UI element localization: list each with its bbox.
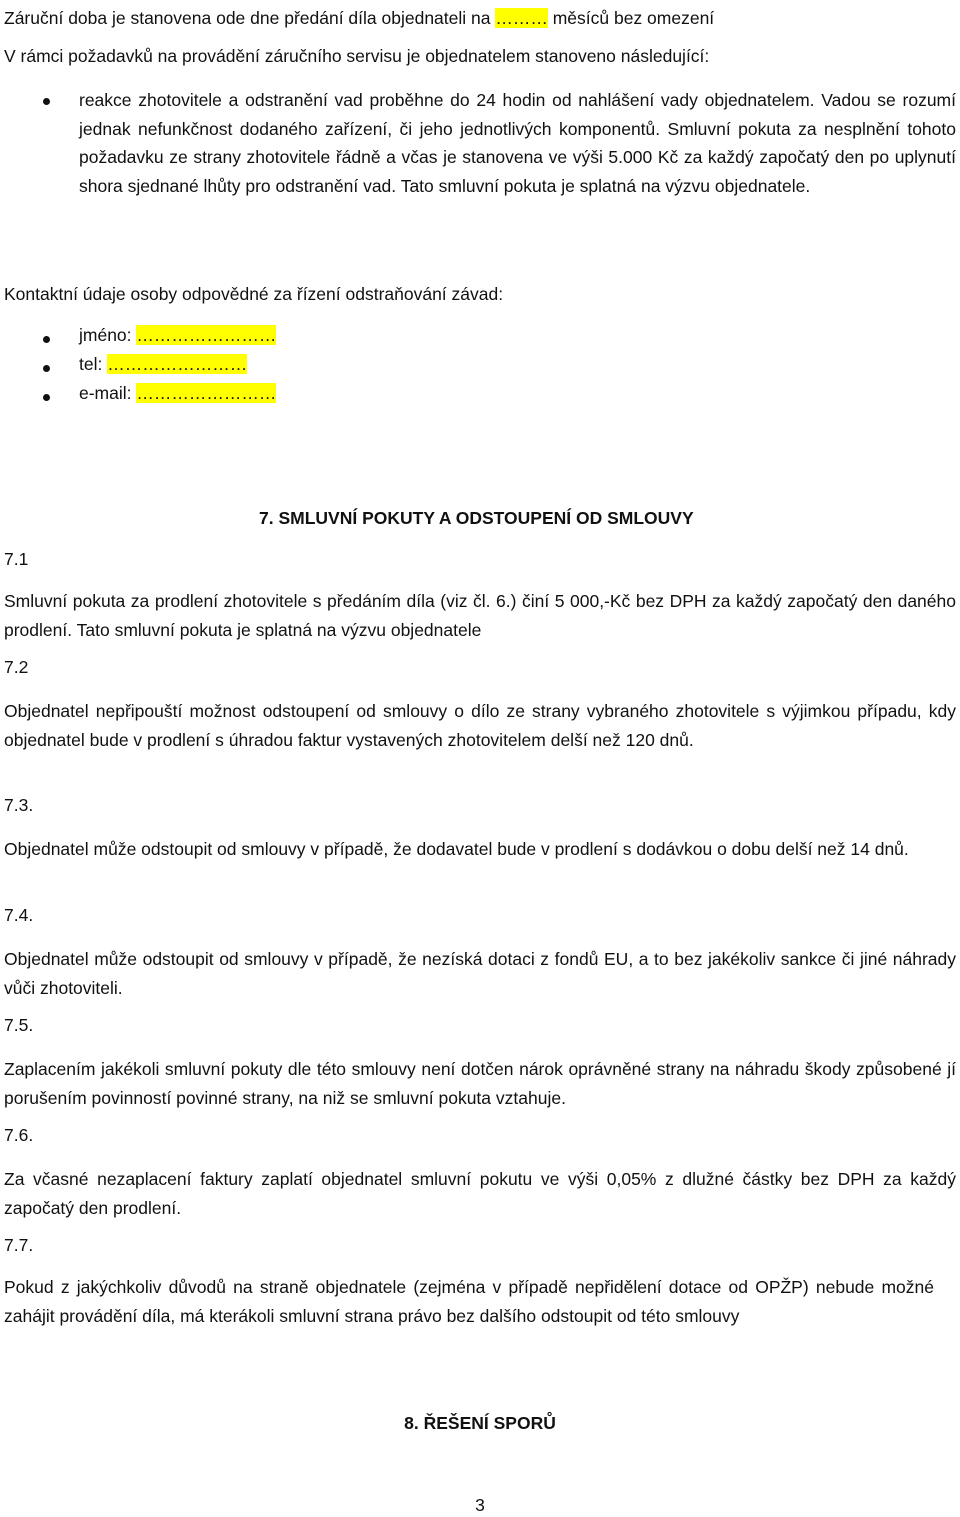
clause-number: 7.7. [4,1235,34,1255]
clause-number: 7.3. [4,795,34,815]
clause-number: 7.4. [4,905,34,925]
bullet-icon [43,394,50,401]
clause-number: 7.1 [4,549,29,569]
bullet-icon [43,98,50,105]
contact-tel-line [79,354,247,375]
contact-name-blank: …………………… [136,325,277,345]
contact-heading: Kontaktní údaje osoby odpovědné za řízení odstraňování závad: [4,284,504,304]
contact-email-blank: …………………… [136,383,277,403]
response-time-bullet: reakce zhotovitele a odstranění vad proběhne do 24 hodin od nahlášení vady objednatelem. Vadou se rozumí jednak nefunkčnost dodaného zařízení, či jeho jednotlivých komponentů. Smluvní pokuta za nesplnění tohoto požadavku ze strany zhotovitele řádně a včas je stanovena ve výši 5.000 Kč za každý započatý den po uplynutí shora sjednané lhůty pro odstranění vad. Tato smluvní pokuta je splatná na výzvu objednatele. [79,90,956,196]
clause-text: Objednatel může odstoupit od smlouvy v případě, že dodavatel bude v prodlení s dodávkou o dobu delší než 14 dnů. [4,839,909,859]
requirements-intro: V rámci požadavků na provádění záručního servisu je objednatelem stanoveno následující: [4,46,710,66]
contact-name-label: jméno: [79,325,137,345]
warranty-months-blank: ……… [495,8,548,28]
clause-number: 7.2 [4,657,29,677]
clause-number: 7.6. [4,1125,34,1145]
contact-name-line [79,325,276,346]
clause-text: Objednatel nepřipouští možnost odstoupení od smlouvy o dílo ze strany vybraného zhotovitele s výjimkou případu, kdy objednatel bude v prodlení s úhradou faktur vystavených zhotovitelem delší než 120 dnů. [4,701,956,750]
clause-number: 7.5. [4,1015,34,1035]
warranty-period-line [4,8,714,29]
clause-text: Za včasné nezaplacení faktury zaplatí objednatel smluvní pokutu ve výši 0,05% z dlužné částky bez DPH za každý započatý den prodlení. [4,1169,956,1218]
bullet-icon [43,365,50,372]
contact-tel-label: tel: [79,354,108,374]
section-8-title: 8. ŘEŠENÍ SPORŮ [404,1413,556,1433]
clause-text: Smluvní pokuta za prodlení zhotovitele s předáním díla (viz čl. 6.) činí 5 000,-Kč bez DPH za každý započatý den daného prodlení. Tato smluvní pokuta je splatná na výzvu objednatele [4,591,956,640]
clause-text: Objednatel může odstoupit od smlouvy v případě, že nezíská dotaci z fondů EU, a to bez jakékoliv sankce či jiné náhrady vůči zhotoviteli. [4,949,956,998]
section-7-title: 7. SMLUVNÍ POKUTY A ODSTOUPENÍ OD SMLOUVY [259,508,694,528]
warranty-line-prefix: Záruční doba je stanovena ode dne předání díla objednateli na [4,8,496,28]
contact-email-line [79,383,276,404]
bullet-icon [43,336,50,343]
clause-text: Pokud z jakýchkoliv důvodů na straně objednatele (zejména v případě nepřidělení dotace od OPŽP) nebude možné zahájit provádění díla, má kterákoli smluvní strana právo bez dalšího odstoupit od této smlouvy [4,1277,934,1326]
contact-tel-blank: …………………… [107,354,248,374]
clause-text: Zaplacením jakékoli smluvní pokuty dle této smlouvy není dotčen nárok oprávněné strany na náhradu škody způsobené jí porušením povinností povinné strany, na niž se smluvní pokuta vztahuje. [4,1059,956,1108]
page-number: 3 [475,1495,485,1515]
warranty-line-suffix: měsíců bez omezení [547,8,715,28]
contact-email-label: e-mail: [79,383,137,403]
